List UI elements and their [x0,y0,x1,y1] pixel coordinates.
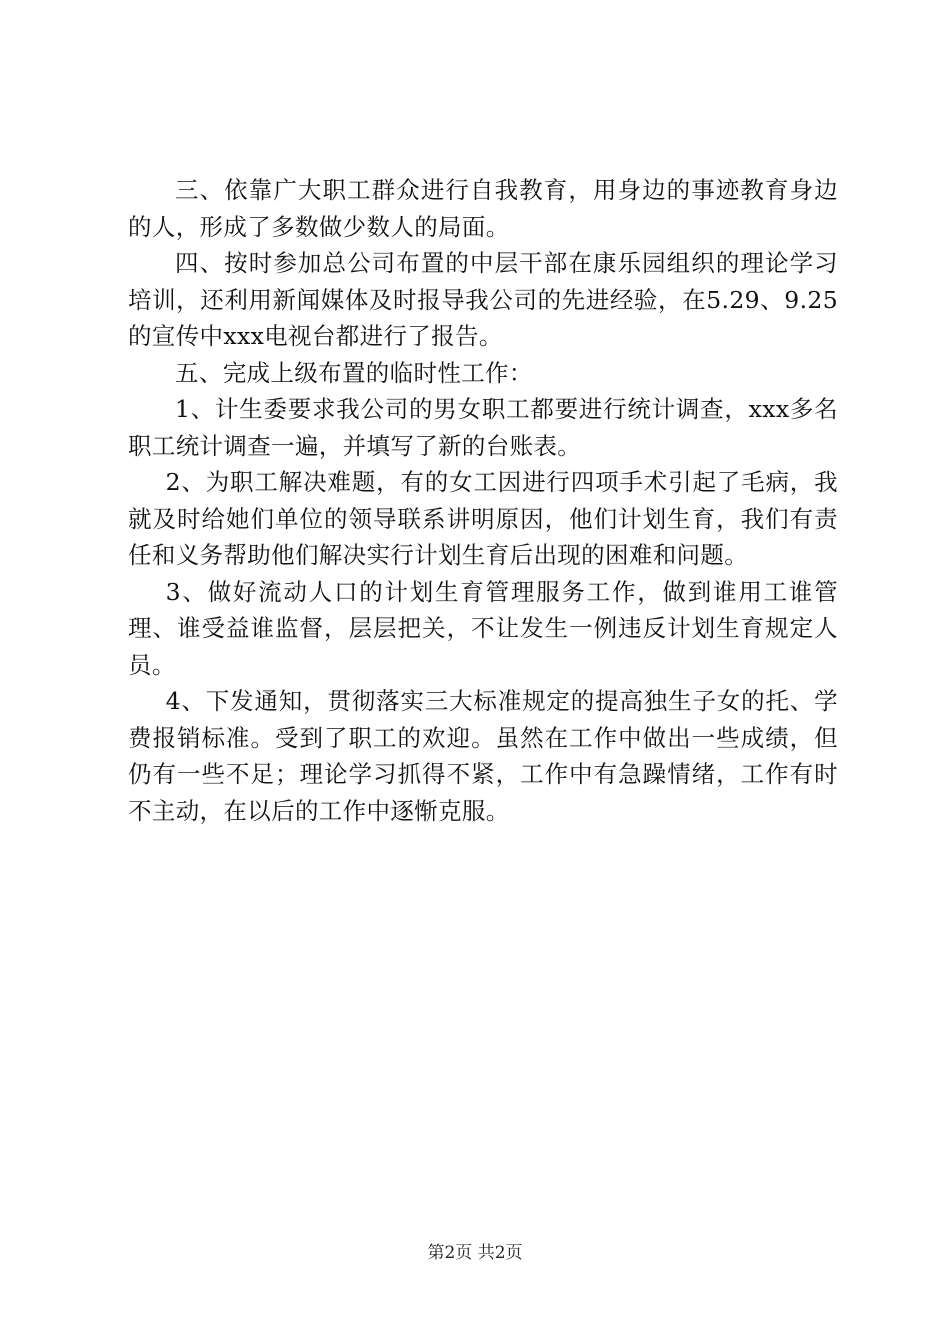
paragraph-self-education: 三、依靠广大职工群众进行自我教育，用身边的事迹教育身边的人，形成了多数做少数人的局面。 [128,176,838,241]
paragraph-item-3-floating-population: 3、做好流动人口的计划生育管理服务工作，做到谁用工谁管理、谁受益谁监督，层层把关，不让发生一例违反计划生育规定人员。 [128,577,838,679]
paragraph-item-4-notice: 4、下发通知，贯彻落实三大标准规定的提高独生子女的托、学费报销标准。受到了职工的欢迎。虽然在工作中做出一些成绩，但仍有一些不足；理论学习抓得不紧，工作中有急躁情绪，工作有时不主动，在以后的工作中逐惭克服。 [128,687,838,825]
paragraph-item-1-statistics: 1、计生委要求我公司的男女职工都要进行统计调查，xxx多名职工统计调查一遍，并填写了新的台账表。 [128,395,838,460]
document-body [128,172,838,829]
page-number-indicator: 第2页 共2页 [427,1243,523,1263]
paragraph-item-2-difficulties: 2、为职工解决难题，有的女工因进行四项手术引起了毛病，我就及时给她们单位的领导联系讲明原因，他们计划生育，我们有责任和义务帮助他们解决实行计划生育后出现的困难和问题。 [128,468,838,569]
page-footer [0,1242,950,1264]
paragraph-theory-training: 四、按时参加总公司布置的中层干部在康乐园组织的理论学习培训，还利用新闻媒体及时报导我公司的先进经验，在5.29、9.25的宣传中xxx电视台都进行了报告。 [128,249,838,350]
paragraph-temporary-work-heading: 五、完成上级布置的临时性工作： [175,358,533,387]
